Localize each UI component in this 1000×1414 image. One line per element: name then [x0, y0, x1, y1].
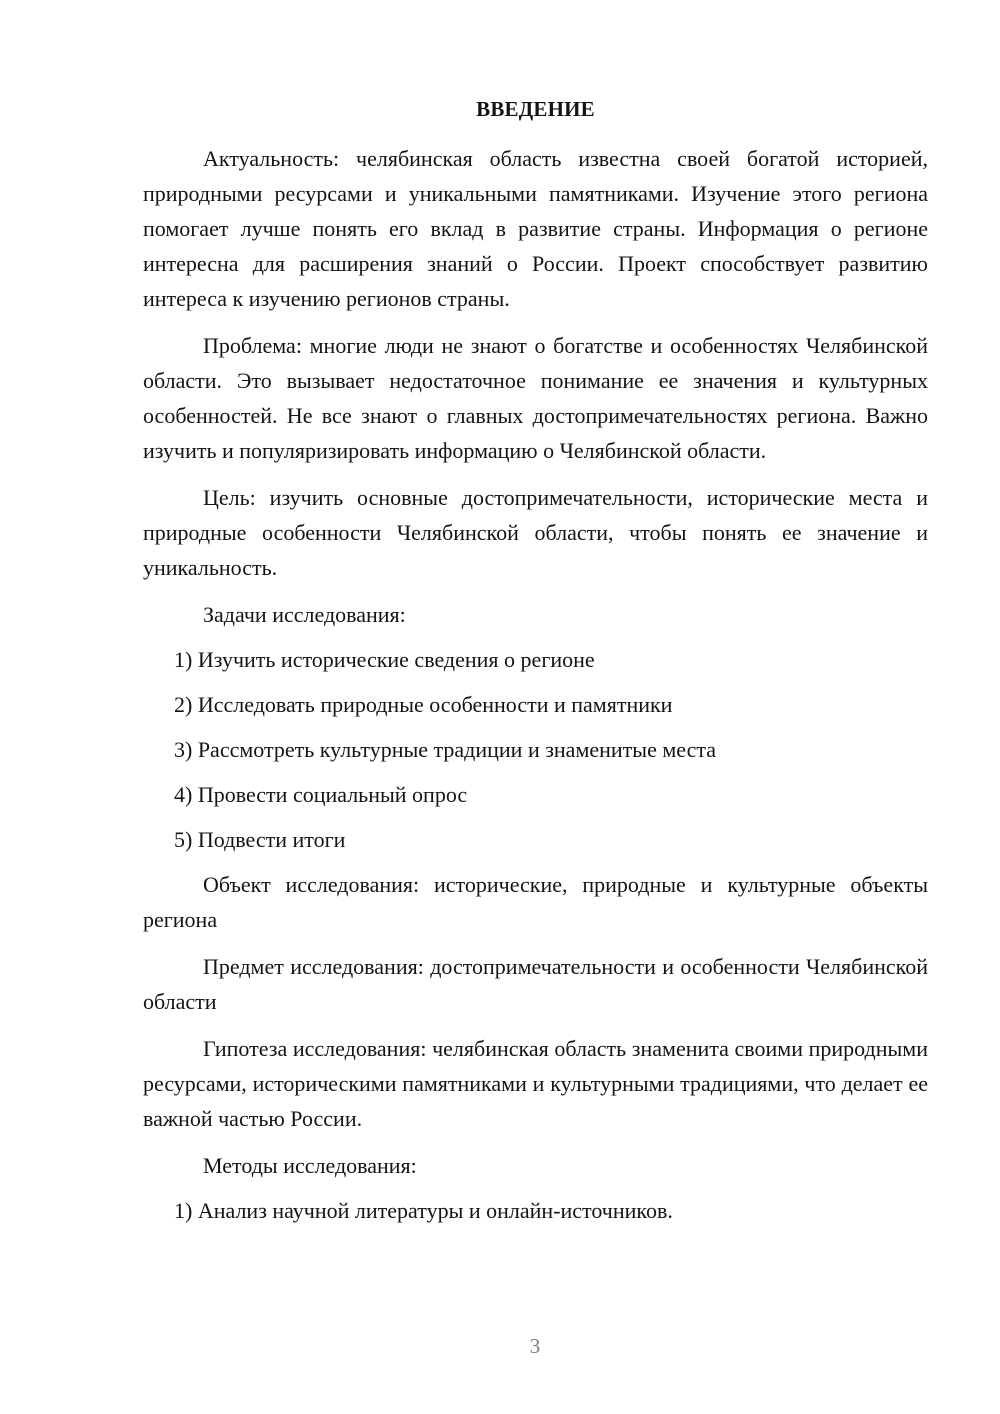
- task-item: 1) Изучить исторические сведения о регионе: [174, 647, 595, 672]
- goal-paragraph: Цель: изучить основные достопримечательности, исторические места и природные особенности Челябинской области, чтобы понять ее значение и уникальность.: [143, 485, 928, 580]
- section-title: ВВЕДЕНИЕ: [476, 97, 595, 121]
- problem-paragraph: Проблема: многие люди не знают о богатстве и особенностях Челябинской области. Это вызывает недостаточное понимание ее значения и культурных особенностей. Не все знают о главных достопримечательностях региона. Важно изучить и популяризировать информацию о Челябинской области.: [143, 333, 928, 463]
- object-paragraph: Объект исследования: исторические, природные и культурные объекты региона: [143, 872, 928, 932]
- tasks-heading: Задачи исследования:: [203, 602, 406, 627]
- task-item: 3) Рассмотреть культурные традиции и знаменитые места: [174, 737, 716, 762]
- relevance-paragraph: Актуальность: челябинская область известна своей богатой историей, природными ресурсами и уникальными памятниками. Изучение этого региона помогает лучше понять его вклад в развитие страны. Информация о регионе интересна для расширения знаний о России. Проект способствует развитию интереса к изучению регионов страны.: [143, 146, 928, 311]
- hypothesis-paragraph: Гипотеза исследования: челябинская область знаменита своими природными ресурсами, историческими памятниками и культурными традициями, что делает ее важной частью России.: [143, 1036, 928, 1131]
- method-item: 1) Анализ научной литературы и онлайн-источников.: [174, 1198, 673, 1223]
- task-item: 2) Исследовать природные особенности и памятники: [174, 692, 673, 717]
- page-number: 3: [529, 1334, 541, 1358]
- methods-heading: Методы исследования:: [203, 1153, 417, 1178]
- task-item: 5) Подвести итоги: [174, 827, 346, 852]
- task-item: 4) Провести социальный опрос: [174, 782, 468, 807]
- document-page: [143, 94, 928, 1238]
- subject-paragraph: Предмет исследования: достопримечательности и особенности Челябинской области: [143, 954, 928, 1014]
